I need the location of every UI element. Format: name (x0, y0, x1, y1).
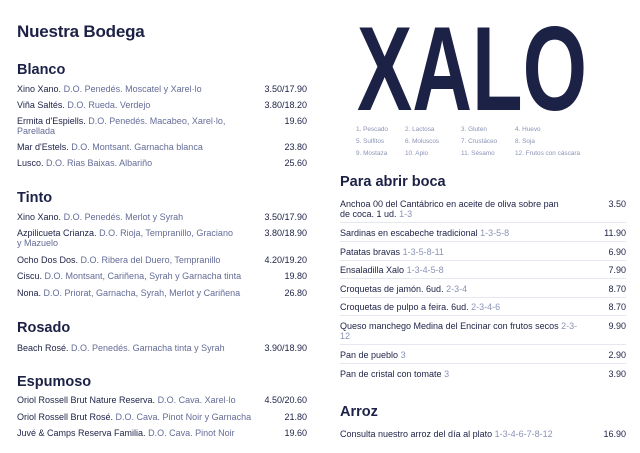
wine-name: Xino Xano. (17, 84, 62, 94)
allergen-item: 5. Sulfitos (356, 138, 385, 145)
dish-price: 8.70 (608, 302, 626, 312)
wine-price: 23.80 (284, 142, 307, 152)
wine-name: Oriol Rossell Brut Rosé. (17, 412, 114, 422)
dish-name: Pan de pueblo (340, 350, 399, 360)
wine-row (17, 255, 307, 265)
wine-name: Azpilicueta Crianza. (17, 228, 97, 238)
wine-price: 4.20/19.20 (264, 255, 307, 265)
wine-desc: D.O. Cava. Xarel·lo (157, 395, 236, 405)
wine-row (17, 412, 307, 422)
row-divider (340, 297, 626, 298)
wine-price: 3.80/18.90 (264, 228, 307, 238)
wine-desc: D.O. Ribera del Duero, Tempranillo (80, 255, 221, 265)
dish-allergens: 1-3-4-6-7-8-12 (494, 429, 553, 439)
row-divider (340, 315, 626, 316)
dish-row (340, 265, 626, 275)
dish-name: Ensaladilla Xalo (340, 265, 405, 275)
dish-allergens: 3 (400, 350, 406, 360)
dish-price: 3.90 (608, 369, 626, 379)
wine-desc: D.O. Priorat, Garnacha, Syrah, Merlot y Cariñena (43, 288, 241, 298)
allergen-item: 10. Apio (405, 150, 429, 157)
dish-name: Anchoa 00 del Cantábrico en aceite de oliva sobre pan de coca. 1 ud. (340, 199, 559, 219)
row-divider (340, 222, 626, 223)
section-title-para-abrir-boca: Para abrir boca (340, 174, 446, 190)
dish-row (340, 350, 626, 360)
wine-desc: D.O. Rias Baixas. Albariño (46, 158, 153, 168)
wine-desc: D.O. Montsant. Garnacha blanca (71, 142, 203, 152)
dish-allergens: 1-3-4-5-8 (406, 265, 444, 275)
wine-price: 19.60 (284, 428, 307, 438)
wine-name: Beach Rosé. (17, 343, 69, 353)
wine-row (17, 228, 307, 248)
row-divider (340, 260, 626, 261)
wine-desc: D.O. Montsant, Cariñena, Syrah y Garnacha tinta (44, 271, 242, 281)
dish-price: 3.50 (608, 199, 626, 209)
dish-price: 7.90 (608, 265, 626, 275)
allergen-item: 1. Pescado (356, 126, 388, 133)
wine-price: 3.50/17.90 (264, 84, 307, 94)
dish-row (340, 302, 626, 312)
wine-desc: D.O. Penedés. Merlot y Syrah (63, 212, 184, 222)
dish-allergens: 1-3 (399, 209, 413, 219)
dish-name: Queso manchego Medina del Encinar con frutos secos (340, 321, 559, 331)
allergen-item: 11. Sésamo (461, 150, 495, 157)
dish-row (340, 228, 626, 238)
wine-name: Mar d'Estels. (17, 142, 69, 152)
section-title-espumoso: Espumoso (17, 374, 92, 390)
dish-name: Patatas bravas (340, 247, 401, 257)
dish-name: Croquetas de jamón. 6ud. (340, 284, 444, 294)
wine-row (17, 288, 307, 298)
wine-desc: D.O. Penedés. Macabeo, Xarel·lo, Parellada (17, 116, 226, 136)
row-divider (340, 241, 626, 242)
wine-price: 21.80 (284, 412, 307, 422)
wine-price: 3.80/18.20 (264, 100, 307, 110)
dish-row (340, 429, 626, 439)
wine-name: Viña Saltés. (17, 100, 65, 110)
wine-price: 26.80 (284, 288, 307, 298)
wine-row (17, 100, 307, 110)
section-title-tinto: Tinto (17, 190, 53, 206)
allergen-item: 6. Moluscos (405, 138, 440, 145)
dish-allergens: 1-3-5-8 (480, 228, 510, 238)
dish-price: 8.70 (608, 284, 626, 294)
section-title-arroz: Arroz (340, 404, 378, 420)
dish-allergens: 2-3-4 (446, 284, 468, 294)
dish-price: 9.90 (608, 321, 626, 331)
wine-price: 4.50/20.60 (264, 395, 307, 405)
wine-row (17, 84, 307, 94)
wine-row (17, 343, 307, 353)
wine-row (17, 395, 307, 405)
allergen-item: 2. Lactosa (405, 126, 435, 133)
wine-desc: D.O. Rueda. Verdejo (67, 100, 151, 110)
dish-price: 6.90 (608, 247, 626, 257)
page-title: Nuestra Bodega (17, 22, 145, 41)
wine-row (17, 142, 307, 152)
logo-wordmark (356, 20, 588, 116)
wine-price: 19.60 (284, 116, 307, 126)
dish-allergens: 2-3-12 (340, 321, 578, 341)
xalo-logo (356, 20, 588, 116)
logo-text: XALO (357, 20, 587, 116)
wine-name: Oriol Rossell Brut Nature Reserva. (17, 395, 156, 405)
allergen-item: 12. Frutos con cáscara (515, 150, 581, 157)
wine-name: Ocho Dos Dos. (17, 255, 79, 265)
dish-price: 11.90 (604, 228, 626, 238)
wine-desc: D.O. Cava. Pinot Noir (148, 428, 235, 438)
allergen-item: 8. Soja (515, 138, 535, 145)
dish-row (340, 199, 626, 219)
dish-price: 16.90 (603, 429, 626, 439)
wine-desc: D.O. Penedés. Moscatel y Xarel·lo (63, 84, 202, 94)
wine-price: 25.60 (284, 158, 307, 168)
wine-row (17, 116, 307, 136)
wine-desc: D.O. Cava. Pinot Noir y Garnacha (115, 412, 252, 422)
row-divider (340, 363, 626, 364)
wine-row (17, 428, 307, 438)
wine-name: Ciscu. (17, 271, 43, 281)
dish-name: Sardinas en escabeche tradicional (340, 228, 478, 238)
wine-name: Lusco. (17, 158, 44, 168)
wine-name: Juvé & Camps Reserva Familia. (17, 428, 146, 438)
row-divider (340, 278, 626, 279)
dish-name: Consulta nuestro arroz del día al plato (340, 429, 493, 439)
wine-price: 3.50/17.90 (264, 212, 307, 222)
dish-row (340, 321, 626, 341)
dish-name: Croquetas de pulpo a feira. 6ud. (340, 302, 469, 312)
allergen-item: 9. Mostaza (356, 150, 388, 157)
wine-price: 19.80 (284, 271, 307, 281)
dish-allergens: 3 (444, 369, 450, 379)
dish-allergens: 1-3-5-8-11 (402, 247, 444, 257)
dish-allergens: 2-3-4-6 (471, 302, 501, 312)
allergen-item: 7. Crustáceo (461, 138, 498, 145)
wine-row (17, 158, 307, 168)
allergen-item: 3. Gluten (461, 126, 487, 133)
wine-row (17, 212, 307, 222)
section-title-rosado: Rosado (17, 320, 71, 336)
wine-name: Ermita d'Espiells. (17, 116, 86, 126)
wine-name: Xino Xano. (17, 212, 62, 222)
wine-name: Nona. (17, 288, 42, 298)
dish-price: 2.90 (608, 350, 626, 360)
wine-row (17, 271, 307, 281)
dish-row (340, 247, 626, 257)
wine-price: 3.90/18.90 (264, 343, 307, 353)
wine-desc: D.O. Penedés. Garnacha tinta y Syrah (71, 343, 225, 353)
wine-desc: D.O. Rioja, Tempranillo, Graciano y Mazuelo (17, 228, 233, 248)
allergen-item: 4. Huevo (515, 126, 541, 133)
row-divider (340, 344, 626, 345)
dish-name: Pan de cristal con tomate (340, 369, 442, 379)
dish-row (340, 369, 626, 379)
section-title-blanco: Blanco (17, 62, 66, 78)
dish-row (340, 284, 626, 294)
